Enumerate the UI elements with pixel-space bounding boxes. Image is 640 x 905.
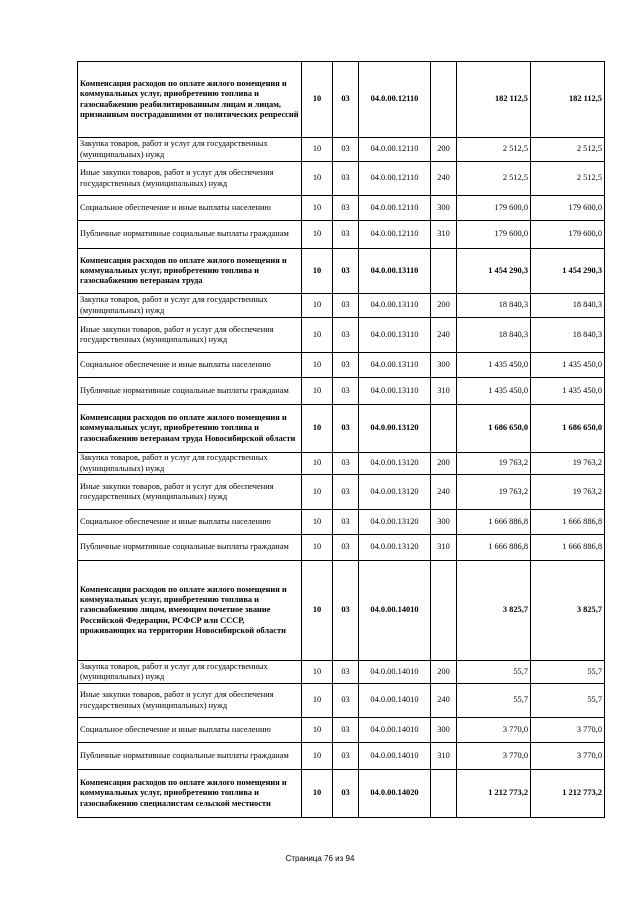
row-subsection: 03 [333, 221, 359, 249]
table-row-total [78, 561, 605, 661]
row-amount-2: 2 512,5 [531, 138, 605, 162]
row-expense-type: 240 [431, 475, 457, 510]
row-expense-type: 310 [431, 378, 457, 405]
row-amount-1: 2 512,5 [457, 162, 531, 196]
row-subsection: 03 [333, 453, 359, 475]
row-amount-2: 182 112,5 [531, 62, 605, 138]
row-section: 10 [302, 162, 333, 196]
row-amount-1: 179 600,0 [457, 196, 531, 221]
table-row-total [78, 62, 605, 138]
row-amount-1: 1 435 450,0 [457, 378, 531, 405]
row-name: Публичные нормативные социальные выплаты гражданам [78, 743, 302, 770]
row-section: 10 [302, 405, 333, 453]
row-target-article: 04.0.00.13120 [359, 510, 431, 535]
table-row [78, 196, 605, 221]
row-amount-2: 55,7 [531, 684, 605, 718]
row-name: Компенсация расходов по оплате жилого помещения и коммунальных услуг, приобретению топлива и газоснабжению лицам, имеющим почетное звание Российской Федерации, РСФСР или СССР, проживающих на территории Новосибирской области [78, 561, 302, 661]
row-section: 10 [302, 138, 333, 162]
row-subsection: 03 [333, 475, 359, 510]
row-amount-1: 3 770,0 [457, 743, 531, 770]
row-section: 10 [302, 718, 333, 743]
row-subsection: 03 [333, 684, 359, 718]
row-expense-type: 310 [431, 221, 457, 249]
row-expense-type: 200 [431, 138, 457, 162]
row-section: 10 [302, 770, 333, 818]
row-subsection: 03 [333, 510, 359, 535]
row-amount-2: 1 454 290,3 [531, 249, 605, 294]
row-amount-1: 1 454 290,3 [457, 249, 531, 294]
row-name: Социальное обеспечение и иные выплаты населению [78, 718, 302, 743]
row-section: 10 [302, 62, 333, 138]
row-amount-2: 3 770,0 [531, 743, 605, 770]
row-amount-2: 18 840,3 [531, 318, 605, 353]
row-target-article: 04.0.00.13110 [359, 318, 431, 353]
row-name: Компенсация расходов по оплате жилого помещения и коммунальных услуг, приобретению топлива и газоснабжению ветеранам труда Новосибирской области [78, 405, 302, 453]
row-target-article: 04.0.00.13110 [359, 294, 431, 318]
row-section: 10 [302, 475, 333, 510]
table-row [78, 684, 605, 718]
row-amount-1: 179 600,0 [457, 221, 531, 249]
row-expense-type: 300 [431, 510, 457, 535]
table-row [78, 162, 605, 196]
table-row [78, 318, 605, 353]
row-expense-type: 310 [431, 535, 457, 561]
row-expense-type: 200 [431, 453, 457, 475]
row-name: Публичные нормативные социальные выплаты гражданам [78, 535, 302, 561]
row-name: Социальное обеспечение и иные выплаты населению [78, 353, 302, 378]
table-row [78, 661, 605, 684]
row-amount-1: 19 763,2 [457, 475, 531, 510]
row-name: Иные закупки товаров, работ и услуг для обеспечения государственных (муниципальных) нужд [78, 162, 302, 196]
table-row [78, 453, 605, 475]
row-subsection: 03 [333, 318, 359, 353]
row-target-article: 04.0.00.14010 [359, 718, 431, 743]
row-target-article: 04.0.00.12110 [359, 62, 431, 138]
row-section: 10 [302, 684, 333, 718]
row-name: Компенсация расходов по оплате жилого помещения и коммунальных услуг, приобретению топлива и газоснабжению специалистам сельской местности [78, 770, 302, 818]
row-amount-2: 1 686 650,0 [531, 405, 605, 453]
table-row [78, 475, 605, 510]
page-footer: Страница 76 из 94 [285, 854, 355, 863]
row-subsection: 03 [333, 249, 359, 294]
row-name: Компенсация расходов по оплате жилого помещения и коммунальных услуг, приобретению топлива и газоснабжению ветеранам труда [78, 249, 302, 294]
row-expense-type: 300 [431, 718, 457, 743]
row-name: Публичные нормативные социальные выплаты гражданам [78, 221, 302, 249]
row-amount-2: 19 763,2 [531, 453, 605, 475]
row-target-article: 04.0.00.14010 [359, 684, 431, 718]
row-target-article: 04.0.00.13120 [359, 475, 431, 510]
row-amount-1: 18 840,3 [457, 318, 531, 353]
row-amount-1: 2 512,5 [457, 138, 531, 162]
row-name: Публичные нормативные социальные выплаты гражданам [78, 378, 302, 405]
row-subsection: 03 [333, 353, 359, 378]
row-expense-type [431, 770, 457, 818]
table-row [78, 221, 605, 249]
row-expense-type: 300 [431, 196, 457, 221]
row-section: 10 [302, 196, 333, 221]
row-amount-1: 1 212 773,2 [457, 770, 531, 818]
row-name: Закупка товаров, работ и услуг для государственных (муниципальных) нужд [78, 661, 302, 684]
row-subsection: 03 [333, 718, 359, 743]
row-expense-type: 300 [431, 353, 457, 378]
row-amount-1: 3 770,0 [457, 718, 531, 743]
row-target-article: 04.0.00.13110 [359, 249, 431, 294]
row-target-article: 04.0.00.13120 [359, 405, 431, 453]
row-expense-type [431, 561, 457, 661]
row-section: 10 [302, 743, 333, 770]
row-expense-type: 200 [431, 661, 457, 684]
row-target-article: 04.0.00.12110 [359, 138, 431, 162]
row-name: Социальное обеспечение и иные выплаты населению [78, 196, 302, 221]
row-subsection: 03 [333, 661, 359, 684]
row-amount-2: 1 666 886,8 [531, 510, 605, 535]
budget-table [77, 61, 605, 818]
row-name: Компенсация расходов по оплате жилого помещения и коммунальных услуг, приобретению топлива и газоснабжению реабилитированным лицам и лицам, признанным пострадавшими от политических репрессий [78, 62, 302, 138]
row-amount-1: 182 112,5 [457, 62, 531, 138]
row-subsection: 03 [333, 378, 359, 405]
row-subsection: 03 [333, 743, 359, 770]
row-target-article: 04.0.00.12110 [359, 196, 431, 221]
row-amount-2: 1 435 450,0 [531, 378, 605, 405]
row-section: 10 [302, 294, 333, 318]
row-section: 10 [302, 453, 333, 475]
row-name: Закупка товаров, работ и услуг для государственных (муниципальных) нужд [78, 294, 302, 318]
row-amount-1: 1 435 450,0 [457, 353, 531, 378]
row-amount-2: 2 512,5 [531, 162, 605, 196]
row-expense-type [431, 249, 457, 294]
row-section: 10 [302, 249, 333, 294]
row-section: 10 [302, 561, 333, 661]
row-section: 10 [302, 318, 333, 353]
row-target-article: 04.0.00.14010 [359, 561, 431, 661]
row-target-article: 04.0.00.13120 [359, 453, 431, 475]
table-row [78, 743, 605, 770]
row-amount-2: 19 763,2 [531, 475, 605, 510]
table-row-total [78, 770, 605, 818]
row-amount-1: 1 666 886,8 [457, 510, 531, 535]
row-expense-type [431, 405, 457, 453]
row-amount-2: 1 666 886,8 [531, 535, 605, 561]
table-row [78, 138, 605, 162]
row-subsection: 03 [333, 162, 359, 196]
row-target-article: 04.0.00.14010 [359, 743, 431, 770]
row-amount-2: 1 212 773,2 [531, 770, 605, 818]
table-row [78, 378, 605, 405]
row-subsection: 03 [333, 196, 359, 221]
row-target-article: 04.0.00.13110 [359, 353, 431, 378]
row-amount-1: 3 825,7 [457, 561, 531, 661]
table-row-total [78, 249, 605, 294]
row-name: Иные закупки товаров, работ и услуг для обеспечения государственных (муниципальных) нужд [78, 475, 302, 510]
row-amount-2: 3 770,0 [531, 718, 605, 743]
row-target-article: 04.0.00.14020 [359, 770, 431, 818]
row-amount-2: 55,7 [531, 661, 605, 684]
row-subsection: 03 [333, 405, 359, 453]
row-target-article: 04.0.00.12110 [359, 162, 431, 196]
row-name: Социальное обеспечение и иные выплаты населению [78, 510, 302, 535]
row-amount-1: 18 840,3 [457, 294, 531, 318]
row-expense-type: 310 [431, 743, 457, 770]
row-expense-type: 240 [431, 162, 457, 196]
row-section: 10 [302, 221, 333, 249]
row-subsection: 03 [333, 62, 359, 138]
row-amount-1: 19 763,2 [457, 453, 531, 475]
row-expense-type: 240 [431, 318, 457, 353]
row-expense-type [431, 62, 457, 138]
row-amount-2: 179 600,0 [531, 221, 605, 249]
row-name: Закупка товаров, работ и услуг для государственных (муниципальных) нужд [78, 138, 302, 162]
row-expense-type: 240 [431, 684, 457, 718]
row-section: 10 [302, 510, 333, 535]
table-row [78, 294, 605, 318]
row-amount-2: 18 840,3 [531, 294, 605, 318]
row-amount-1: 1 666 886,8 [457, 535, 531, 561]
row-name: Закупка товаров, работ и услуг для государственных (муниципальных) нужд [78, 453, 302, 475]
row-name: Иные закупки товаров, работ и услуг для обеспечения государственных (муниципальных) нужд [78, 318, 302, 353]
row-target-article: 04.0.00.13110 [359, 378, 431, 405]
row-section: 10 [302, 535, 333, 561]
row-expense-type: 200 [431, 294, 457, 318]
table-body [78, 62, 605, 818]
row-section: 10 [302, 378, 333, 405]
row-subsection: 03 [333, 770, 359, 818]
table-row [78, 535, 605, 561]
row-amount-1: 55,7 [457, 661, 531, 684]
row-amount-1: 55,7 [457, 684, 531, 718]
row-subsection: 03 [333, 561, 359, 661]
row-amount-2: 179 600,0 [531, 196, 605, 221]
row-target-article: 04.0.00.12110 [359, 221, 431, 249]
row-target-article: 04.0.00.13120 [359, 535, 431, 561]
table-row [78, 353, 605, 378]
row-section: 10 [302, 353, 333, 378]
row-name: Иные закупки товаров, работ и услуг для обеспечения государственных (муниципальных) нужд [78, 684, 302, 718]
table-row [78, 718, 605, 743]
row-amount-1: 1 686 650,0 [457, 405, 531, 453]
row-amount-2: 3 825,7 [531, 561, 605, 661]
row-target-article: 04.0.00.14010 [359, 661, 431, 684]
row-subsection: 03 [333, 138, 359, 162]
table-row [78, 510, 605, 535]
row-section: 10 [302, 661, 333, 684]
table-row-total [78, 405, 605, 453]
row-subsection: 03 [333, 535, 359, 561]
row-subsection: 03 [333, 294, 359, 318]
row-amount-2: 1 435 450,0 [531, 353, 605, 378]
